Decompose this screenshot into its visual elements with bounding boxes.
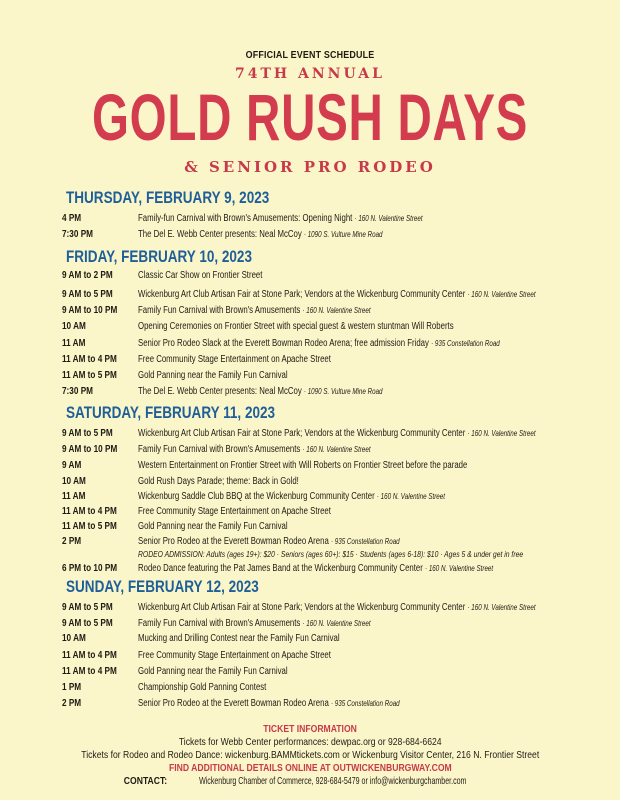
event-text: Gold Panning near the Family Fun Carnival xyxy=(138,666,288,677)
event-address: · 160 N. Valentine Street xyxy=(376,492,445,501)
event-text: Family Fun Carnival with Brown's Amusements xyxy=(138,618,301,629)
event-text: Wickenburg Art Club Artisan Fair at Stone Park; Vendors at the Wickenburg Community Center xyxy=(138,428,466,439)
rodeo-ticket-info: Tickets for Rodeo and Rodeo Dance: wickenburg.BAMMtickets.com or Wickenburg Visitor Center, 216 N. Frontier Street xyxy=(81,749,539,761)
event-address: · 160 N. Valentine Street xyxy=(467,429,536,438)
event-address: · 160 N. Valentine Street xyxy=(302,445,371,454)
day-heading: SATURDAY, FEBRUARY 11, 2023 xyxy=(66,404,276,422)
event-address: · 1090 S. Vulture Mine Road xyxy=(303,230,383,239)
event-time: 11 AM to 4 PM xyxy=(62,666,117,677)
day-heading: FRIDAY, FEBRUARY 10, 2023 xyxy=(66,248,252,266)
event-text: Mucking and Drilling Contest near the Family Fun Carnival xyxy=(138,633,340,644)
event-text: The Del E. Webb Center presents: Neal McCoy xyxy=(138,386,302,397)
event-time: 11 AM to 4 PM xyxy=(62,650,117,661)
contact-label: CONTACT: xyxy=(124,775,168,787)
ticket-heading: TICKET INFORMATION xyxy=(263,723,357,735)
event-time: 9 AM to 10 PM xyxy=(62,444,118,455)
event-address: · 935 Constellation Road xyxy=(330,537,400,546)
event-time: 1 PM xyxy=(62,682,82,693)
event-text: Gold Panning near the Family Fun Carnival xyxy=(138,521,288,532)
contact-info xyxy=(0,775,620,788)
event-text: Gold Panning near the Family Fun Carnival xyxy=(138,370,288,381)
page-title: GOLD RUSH DAYS xyxy=(91,80,529,154)
event-time: 9 AM to 5 PM xyxy=(62,618,113,629)
event-address: · 160 N. Valentine Street xyxy=(467,603,536,612)
event-address: · 160 N. Valentine Street xyxy=(467,290,536,299)
event-text: Championship Gold Panning Contest xyxy=(138,682,267,693)
event-time: 10 AM xyxy=(62,633,86,644)
event-address: · 160 N. Valentine Street xyxy=(302,619,371,628)
event-text: Family Fun Carnival with Brown's Amusements xyxy=(138,444,301,455)
event-time: 4 PM xyxy=(62,213,82,224)
event-text: Wickenburg Saddle Club BBQ at the Wickenburg Community Center xyxy=(138,491,375,502)
event-time: 11 AM xyxy=(62,338,86,349)
event-text: Family-fun Carnival with Brown's Amusements: Opening Night xyxy=(138,213,353,224)
event-text: The Del E. Webb Center presents: Neal McCoy xyxy=(138,229,302,240)
event-text: Wickenburg Art Club Artisan Fair at Stone Park; Vendors at the Wickenburg Community Center xyxy=(138,289,466,300)
event-text: Senior Pro Rodeo Slack at the Everett Bowman Rodeo Arena; free admission Friday xyxy=(138,338,429,349)
event-text: Free Community Stage Entertainment on Apache Street xyxy=(138,354,331,365)
event-text: Opening Ceremonies on Frontier Street with special guest & western stuntman Will Roberts xyxy=(138,321,454,332)
event-time: 11 AM to 5 PM xyxy=(62,370,117,381)
event-address: · 160 N. Valentine Street xyxy=(425,564,494,573)
event-time: 11 AM xyxy=(62,491,86,502)
event-text: Western Entertainment on Frontier Street with Will Roberts on Frontier Street before the parade xyxy=(138,460,468,471)
event-time: 11 AM to 4 PM xyxy=(62,354,117,365)
event-text: Free Community Stage Entertainment on Apache Street xyxy=(138,506,331,517)
event-time: 7:30 PM xyxy=(62,386,93,397)
event-text: Gold Rush Days Parade; theme: Back in Gold! xyxy=(138,476,299,487)
event-address: · 935 Constellation Road xyxy=(330,699,400,708)
event-time: 9 AM to 5 PM xyxy=(62,289,113,300)
subtitle: & SENIOR PRO RODEO xyxy=(184,158,436,176)
event-text: Wickenburg Art Club Artisan Fair at Stone Park; Vendors at the Wickenburg Community Center xyxy=(138,602,466,613)
kicker: OFFICIAL EVENT SCHEDULE xyxy=(245,49,375,61)
online-details: FIND ADDITIONAL DETAILS ONLINE AT OUTWICKENBURGWAY.COM xyxy=(168,762,452,774)
event-time: 9 AM to 5 PM xyxy=(62,602,113,613)
event-time: 11 AM to 4 PM xyxy=(62,506,117,517)
event-text: Family Fun Carnival with Brown's Amusements xyxy=(138,305,301,316)
event-address: · 1090 S. Vulture Mine Road xyxy=(303,387,383,396)
rodeo-admission-note: RODEO ADMISSION: Adults (ages 19+): $20 · Seniors (ages 60+): $15 · Students (ages 6-18): $10 · Ages 5 & under get in free xyxy=(138,549,524,559)
event-time: 10 AM xyxy=(62,476,86,487)
event-text: Senior Pro Rodeo at the Everett Bowman Rodeo Arena xyxy=(138,536,329,547)
day-heading: THURSDAY, FEBRUARY 9, 2023 xyxy=(66,189,270,207)
event-text: Senior Pro Rodeo at the Everett Bowman Rodeo Arena xyxy=(138,698,329,709)
event-time: 7:30 PM xyxy=(62,229,93,240)
webb-ticket-info: Tickets for Webb Center performances: dewpac.org or 928-684-6624 xyxy=(178,736,442,748)
event-text: Rodeo Dance featuring the Pat James Band at the Wickenburg Community Center xyxy=(138,563,423,574)
event-time: 9 AM to 10 PM xyxy=(62,305,118,316)
event-address: · 160 N. Valentine Street xyxy=(354,214,423,223)
event-text: Classic Car Show on Frontier Street xyxy=(138,270,263,281)
day-heading: SUNDAY, FEBRUARY 12, 2023 xyxy=(66,578,259,596)
event-time: 10 AM xyxy=(62,321,86,332)
event-time: 2 PM xyxy=(62,698,82,709)
annual-label: 74TH ANNUAL xyxy=(235,66,385,82)
event-time: 6 PM to 10 PM xyxy=(62,563,118,574)
event-address: · 935 Constellation Road xyxy=(431,339,500,348)
event-time: 9 AM xyxy=(62,460,82,471)
event-time: 9 AM to 2 PM xyxy=(62,270,113,281)
event-time: 2 PM xyxy=(62,536,82,547)
event-time: 9 AM to 5 PM xyxy=(62,428,113,439)
event-address: · 160 N. Valentine Street xyxy=(302,306,371,315)
event-time: 11 AM to 5 PM xyxy=(62,521,117,532)
contact-text: Wickenburg Chamber of Commerce, 928-684-5479 or info@wickenburgchamber.com xyxy=(199,775,467,787)
event-text: Free Community Stage Entertainment on Apache Street xyxy=(138,650,331,661)
